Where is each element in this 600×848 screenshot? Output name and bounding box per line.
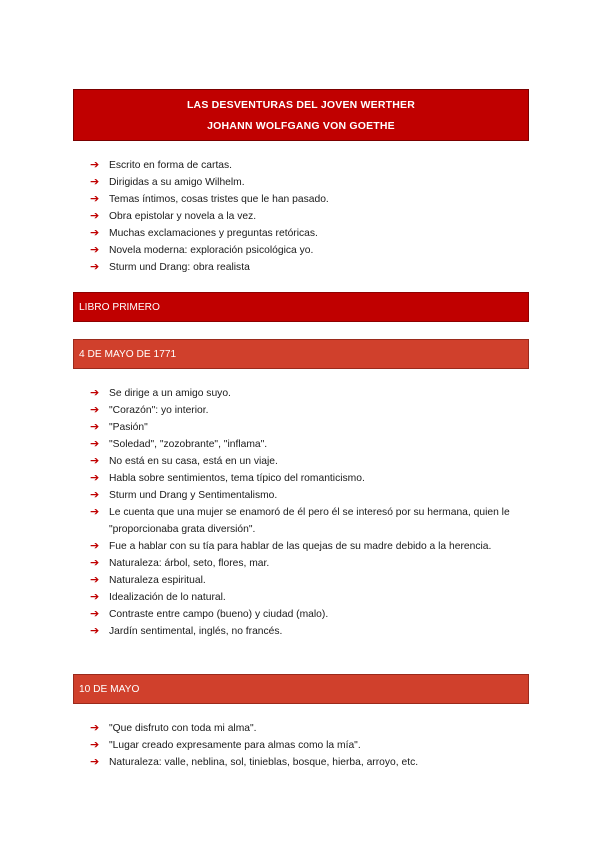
arrow-right-icon: ➔ xyxy=(90,739,100,751)
list-item: ➔ Naturaleza: árbol, seto, flores, mar. xyxy=(90,555,539,572)
list-item: ➔ "Pasión" xyxy=(90,419,539,436)
list-item: ➔ Contraste entre campo (bueno) y ciudad (malo). xyxy=(90,606,539,623)
list-item: ➔ Muchas exclamaciones y preguntas retóricas. xyxy=(90,225,329,242)
arrow-right-icon: ➔ xyxy=(90,608,100,620)
list-item: ➔ Obra epistolar y novela a la vez. xyxy=(90,208,329,225)
list-item: ➔ Habla sobre sentimientos, tema típico del romanticismo. xyxy=(90,470,539,487)
arrow-right-icon: ➔ xyxy=(90,591,100,603)
arrow-right-icon: ➔ xyxy=(90,625,100,637)
section-10-de-mayo: 10 DE MAYO xyxy=(73,674,529,704)
arrow-right-icon: ➔ xyxy=(90,455,100,467)
list-item: ➔ Sturm und Drang: obra realista xyxy=(90,259,329,276)
list-item: ➔ Escrito en forma de cartas. xyxy=(90,157,329,174)
list-item: ➔ Novela moderna: exploración psicológica yo. xyxy=(90,242,329,259)
arrow-right-icon: ➔ xyxy=(90,722,100,734)
list-item: ➔ "Que disfruto con toda mi alma". xyxy=(90,720,418,737)
list-item: ➔ No está en su casa, está en un viaje. xyxy=(90,453,539,470)
list-item: ➔ Se dirige a un amigo suyo. xyxy=(90,385,539,402)
document-title: LAS DESVENTURAS DEL JOVEN WERTHER xyxy=(186,99,416,111)
arrow-right-icon: ➔ xyxy=(90,489,100,501)
list-item: ➔ "Soledad", "zozobrante", "inflama". xyxy=(90,436,539,453)
list-item: ➔ Naturaleza: valle, neblina, sol, tinieblas, bosque, hierba, arroyo, etc. xyxy=(90,754,418,771)
arrow-right-icon: ➔ xyxy=(90,387,100,399)
arrow-right-icon: ➔ xyxy=(90,574,100,586)
arrow-right-icon: ➔ xyxy=(90,756,100,768)
arrow-right-icon: ➔ xyxy=(90,438,100,450)
section-4-de-mayo: 4 DE MAYO DE 1771 xyxy=(73,339,529,369)
arrow-right-icon: ➔ xyxy=(90,261,100,273)
section-libro-primero: LIBRO PRIMERO xyxy=(73,292,529,322)
document-title-box xyxy=(73,89,529,141)
arrow-right-icon: ➔ xyxy=(90,159,100,171)
mayo10-list xyxy=(90,720,418,771)
arrow-right-icon: ➔ xyxy=(90,227,100,239)
mayo4-list xyxy=(90,385,539,640)
arrow-right-icon: ➔ xyxy=(90,193,100,205)
list-item: ➔ Naturaleza espiritual. xyxy=(90,572,539,589)
list-item: ➔ "Lugar creado expresamente para almas como la mía". xyxy=(90,737,418,754)
arrow-right-icon: ➔ xyxy=(90,421,100,433)
list-item: ➔ Idealización de lo natural. xyxy=(90,589,539,606)
list-item: ➔ Fue a hablar con su tía para hablar de las quejas de su madre debido a la herencia. xyxy=(90,538,539,555)
list-item: ➔ Dirigidas a su amigo Wilhelm. xyxy=(90,174,329,191)
intro-list xyxy=(90,157,329,276)
arrow-right-icon: ➔ xyxy=(90,176,100,188)
list-item: ➔ Temas íntimos, cosas tristes que le han pasado. xyxy=(90,191,329,208)
list-item: ➔ "Corazón": yo interior. xyxy=(90,402,539,419)
arrow-right-icon: ➔ xyxy=(90,404,100,416)
arrow-right-icon: ➔ xyxy=(90,472,100,484)
arrow-right-icon: ➔ xyxy=(90,244,100,256)
arrow-right-icon: ➔ xyxy=(90,506,100,518)
list-item: ➔ Le cuenta que una mujer se enamoró de él pero él se interesó por su hermana, quien le "proporcionaba grata diversión". xyxy=(90,506,510,535)
arrow-right-icon: ➔ xyxy=(90,210,100,222)
document-author: JOHANN WOLFGANG VON GOETHE xyxy=(207,120,395,132)
arrow-right-icon: ➔ xyxy=(90,557,100,569)
list-item: ➔ Sturm und Drang y Sentimentalismo. xyxy=(90,487,539,504)
arrow-right-icon: ➔ xyxy=(90,540,100,552)
list-item: ➔ Jardín sentimental, inglés, no francés. xyxy=(90,623,539,640)
